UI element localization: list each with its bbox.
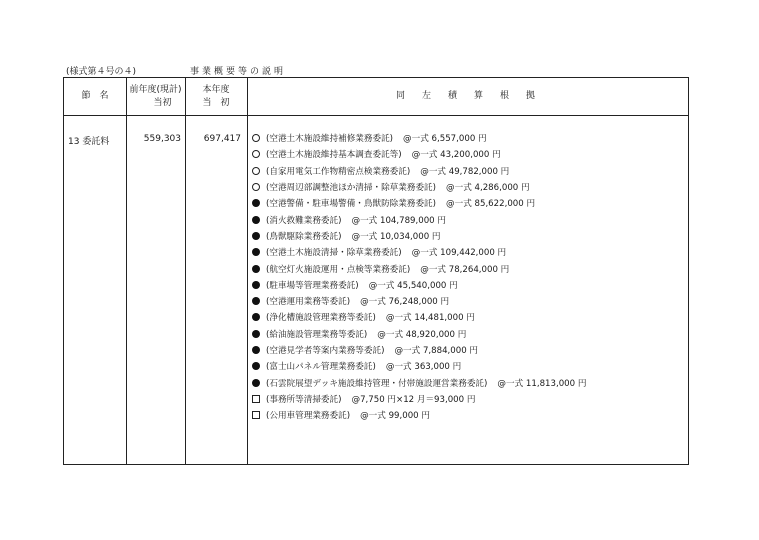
filled-circle-marker-icon [252,313,260,321]
item-name: (空港土木施設維持基本調査委託等) [266,150,402,161]
filled-circle-marker-icon [252,199,260,207]
list-item [252,391,586,407]
item-name: (空港土木施設清掃・除草業務委託) [266,248,402,259]
list-item [252,244,586,260]
item-amount: @一式 7,884,000 円 [394,346,479,356]
list-item [252,277,586,293]
this-year-amount: 697,417 [203,134,241,144]
item-amount: @7,750 円×12 月＝93,000 円 [351,394,476,405]
filled-circle-marker-icon [252,248,260,256]
open-circle-marker-icon [252,150,260,158]
header-basis: 同 左 積 算 根 拠 [395,91,539,101]
item-amount: @一式 78,264,000 円 [420,264,510,275]
list-item [252,130,586,146]
list-item [252,374,586,390]
section-name: 13 委託料 [68,137,110,147]
item-name: (空港警備・駐車場警備・鳥獣防除業務委託) [266,199,436,210]
list-item [252,195,586,211]
item-amount: @一式 104,789,000 円 [351,215,446,226]
filled-circle-marker-icon [252,232,260,240]
item-name: (石雲院展望デッキ施設維持管理・付帯施設運営業務委託) [266,378,488,389]
filled-circle-marker-icon [252,216,260,224]
list-item [252,293,586,309]
summary-table [63,77,689,465]
list-item [252,358,586,374]
document-title: 事業概要等の説明 [190,67,287,77]
header-this-year-line1: 本年度 [202,85,230,95]
list-item [252,211,586,227]
item-name: (空港土木施設維持補修業務委託) [266,134,394,145]
item-amount: @一式 4,286,000 円 [446,183,530,194]
item-amount: @一式 6,557,000 円 [403,134,487,145]
item-amount: @一式 99,000 円 [360,411,430,422]
list-item [252,163,586,179]
item-amount: @一式 11,813,000 円 [497,378,587,389]
item-amount: @一式 363,000 円 [385,362,462,373]
open-circle-marker-icon [252,167,260,175]
item-name: (給油施設管理業務等委託) [266,329,368,340]
list-item [252,407,586,423]
header-this-year [185,84,247,110]
filled-circle-marker-icon [252,265,260,273]
column-divider [247,78,248,464]
item-amount: @一式 49,782,000 円 [420,166,510,177]
list-item [252,228,586,244]
list-item [252,326,586,342]
item-amount: @一式 43,200,000 円 [411,150,501,161]
item-name: (航空灯火施設運用・点検等業務委託) [266,264,411,275]
item-name: (消火救難業務委託) [266,215,342,226]
item-amount: @一式 109,442,000 円 [411,248,507,259]
header-prev-year-line1: 前年度(現計) [129,85,182,95]
header-section: 節 名 [81,91,109,101]
item-amount: @一式 48,920,000 円 [377,329,467,340]
item-name: (自家用電気工作物精密点検業務委託) [266,166,411,177]
item-name: (事務所等清掃委託) [266,394,342,405]
item-name: (鳥獣駆除業務委託) [266,231,342,242]
filled-circle-marker-icon [252,362,260,370]
filled-circle-marker-icon [252,346,260,354]
square-marker-icon [252,411,260,419]
header-prev-year [126,84,185,110]
item-list [252,130,586,423]
item-name: (富士山パネル管理業務委託) [266,362,376,373]
prev-year-amount: 559,303 [143,134,181,144]
open-circle-marker-icon [252,183,260,191]
list-item [252,179,586,195]
square-marker-icon [252,395,260,403]
item-name: (空港見学者等案内業務等委託) [266,346,385,356]
open-circle-marker-icon [252,134,260,142]
item-amount: @一式 10,034,000 円 [351,231,441,242]
filled-circle-marker-icon [252,330,260,338]
header-this-year-line2: 当 初 [202,98,230,108]
header-prev-year-line2: 当初 [153,98,172,108]
item-name: (公用車管理業務委託) [266,411,351,422]
item-name: (浄化槽施設管理業務等委託) [266,313,376,324]
item-amount: @一式 76,248,000 円 [360,297,450,308]
filled-circle-marker-icon [252,297,260,305]
list-item [252,146,586,162]
item-name: (空港周辺部調整池ほか清掃・除草業務委託) [266,183,436,194]
list-item [252,342,586,358]
list-item [252,260,586,276]
list-item [252,309,586,325]
filled-circle-marker-icon [252,379,260,387]
item-name: (駐車場等管理業務委託) [266,280,359,291]
item-name: (空港運用業務等委託) [266,297,351,308]
header-divider [64,115,688,116]
filled-circle-marker-icon [252,281,260,289]
item-amount: @一式 45,540,000 円 [368,280,458,291]
item-amount: @一式 14,481,000 円 [385,313,475,324]
item-amount: @一式 85,622,000 円 [446,199,536,210]
form-number: (様式第４号の４) [66,67,137,77]
